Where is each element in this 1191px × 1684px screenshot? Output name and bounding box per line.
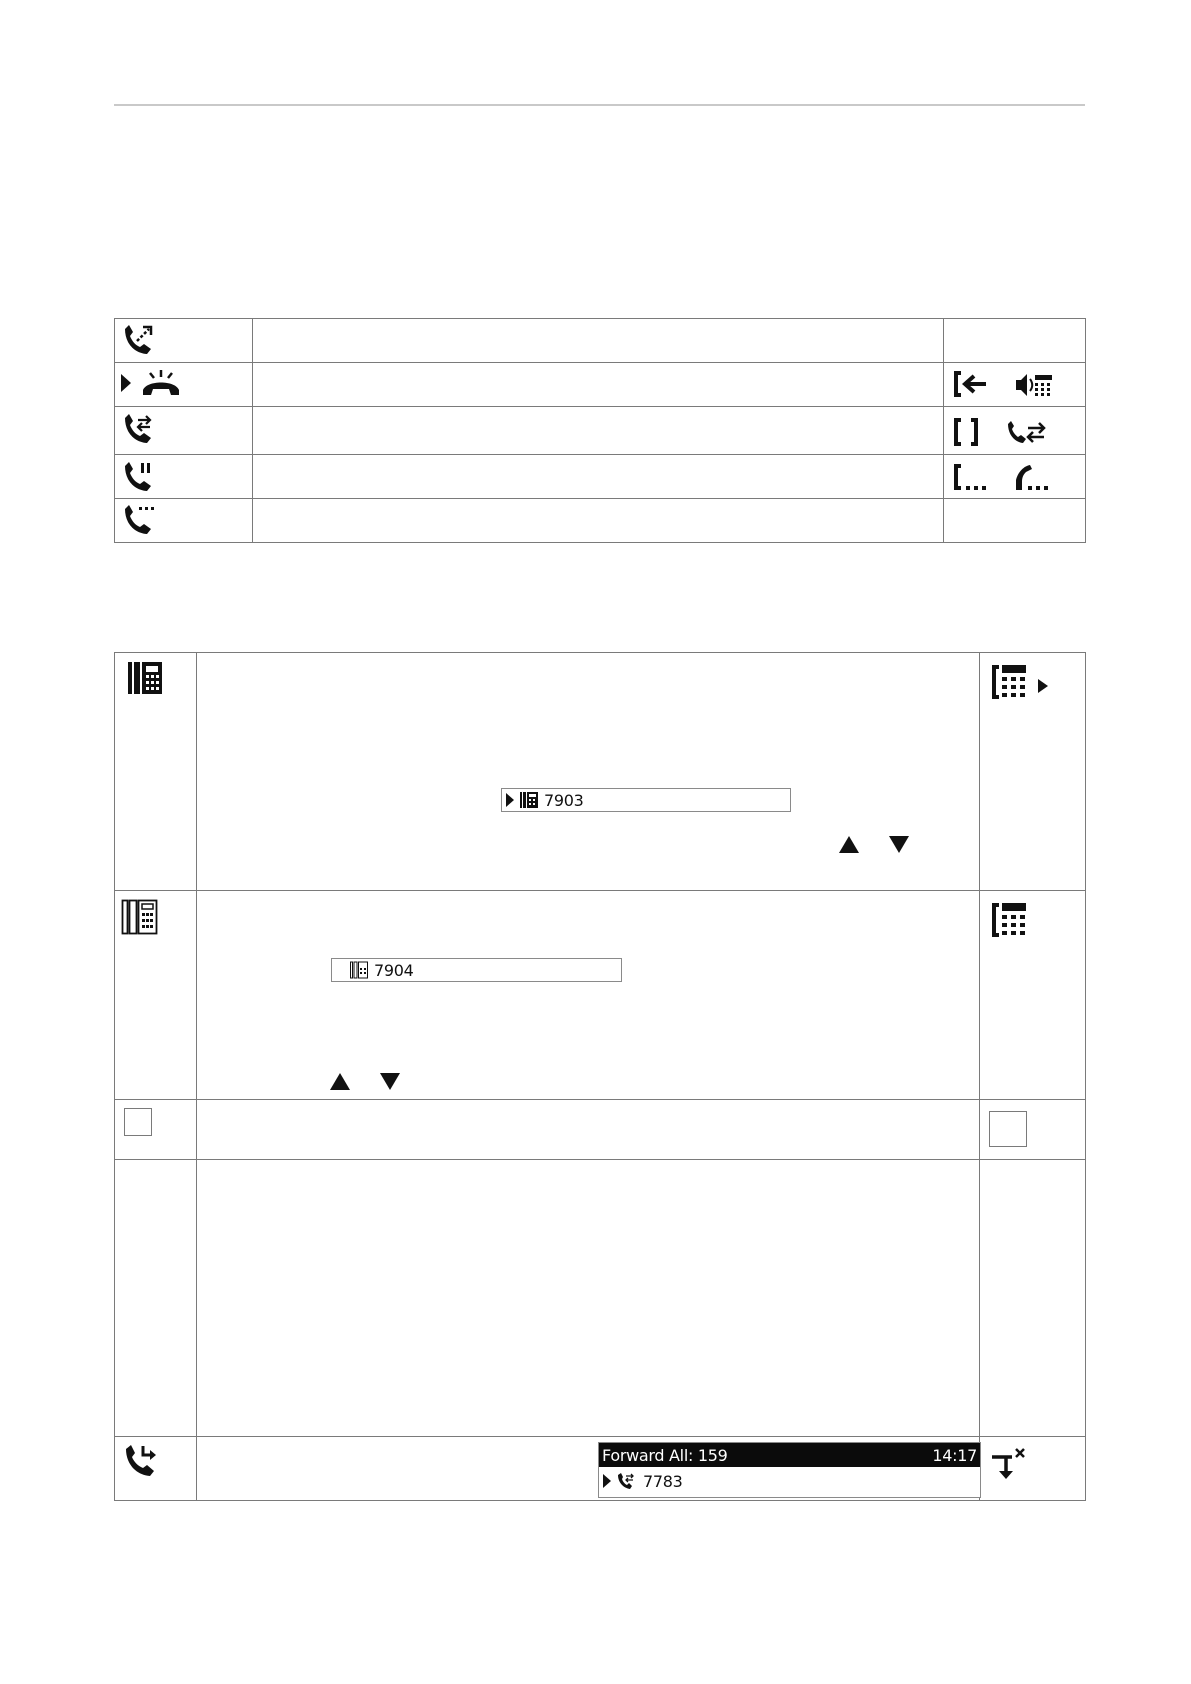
shared-line-display — [331, 958, 622, 982]
scroll-down-icon — [380, 1073, 400, 1090]
line-number: 7903 — [544, 790, 584, 810]
keypad-handset-arrow-icon — [990, 663, 1056, 701]
blank-key-icon — [989, 1111, 1027, 1147]
handset-back-icon — [952, 369, 990, 399]
conference-icon — [952, 416, 980, 448]
held-call-dots-icon — [1014, 462, 1052, 492]
forward-status-bar — [599, 1443, 980, 1467]
transfer-icon — [1006, 420, 1048, 446]
forward-line-row — [599, 1467, 980, 1495]
call-forward-icon — [123, 1443, 159, 1481]
table-row — [115, 1437, 1086, 1501]
scroll-up-icon — [330, 1073, 350, 1090]
header-rule — [114, 104, 1085, 106]
selection-arrow-icon — [603, 1474, 611, 1488]
line-number: 7783 — [643, 1471, 683, 1491]
speaker-keypad-icon — [1014, 371, 1054, 399]
forward-status: Forward All: 159 — [602, 1445, 728, 1465]
clock: 14:17 — [932, 1445, 977, 1465]
call-state-table — [114, 318, 1086, 543]
table-row — [115, 455, 1086, 499]
keypad-handset-icon — [990, 901, 1030, 939]
held-handset-icon — [952, 462, 990, 492]
forward-off-icon — [990, 1447, 1030, 1483]
blank-key-icon — [124, 1108, 152, 1136]
line-status-table — [114, 652, 1086, 1501]
outgoing-call-icon — [121, 323, 155, 359]
table-row — [115, 363, 1086, 407]
shared-line-icon — [350, 961, 368, 979]
table-row — [115, 653, 1086, 891]
scroll-up-icon — [839, 836, 859, 853]
description-cell — [253, 319, 944, 363]
forward-screen — [598, 1442, 981, 1498]
table-row — [115, 499, 1086, 543]
table-row — [115, 891, 1086, 1100]
shared-line-icon — [121, 899, 159, 935]
table-row — [115, 407, 1086, 455]
line-phone-icon — [520, 791, 538, 809]
ringing-call-icon — [141, 368, 181, 398]
held-call-icon — [121, 460, 155, 494]
selection-arrow-icon — [506, 793, 514, 807]
selection-arrow-icon — [121, 374, 131, 392]
table-row — [115, 1160, 1086, 1437]
connected-call-icon — [121, 412, 155, 448]
dialing-call-icon — [121, 503, 157, 537]
icon-cell — [115, 319, 253, 363]
key-cell — [944, 319, 1086, 363]
line-phone-icon — [127, 661, 163, 695]
selected-line-display — [501, 788, 791, 812]
line-number: 7904 — [374, 960, 414, 980]
scroll-down-icon — [889, 836, 909, 853]
connected-call-icon — [617, 1472, 635, 1490]
table-row — [115, 1100, 1086, 1160]
table-row — [115, 319, 1086, 363]
